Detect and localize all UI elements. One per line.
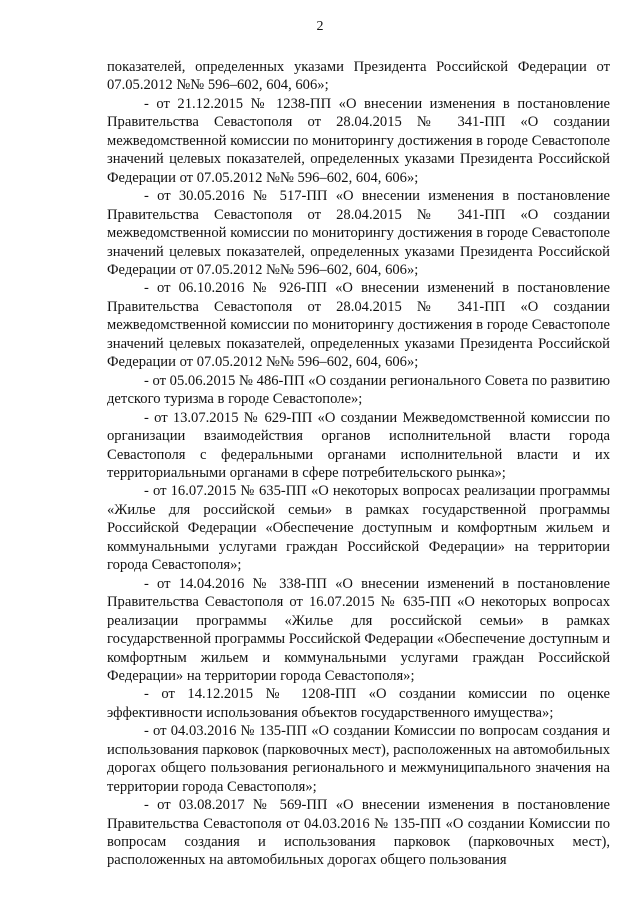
paragraph-item-569-pp: - от 03.08.2017 № 569-ПП «О внесении изменения в постановление Правительства Севастополя от 04.03.2016 № 135-ПП «О создании Комиссии по вопросам создания и использования парковок (парковочных мест), расположенных на автомобильных дорогах общего пользования xyxy=(107,797,610,869)
paragraph-item-517-pp: - от 30.05.2016 № 517-ПП «О внесении изменения в постановление Правительства Севастополя от 28.04.2015 № 341-ПП «О создании межведомственной комиссии по мониторингу достижения в городе Севастополе значений целевых показателей, определенных указами Президента Российской Федерации от 07.05.2012 №№ 596–602, 604, 606»; xyxy=(107,188,610,278)
paragraph-item-629-pp: - от 13.07.2015 № 629-ПП «О создании Межведомственной комиссии по организации взаимодействия органов исполнительной власти города Севастополя с федеральными органами исполнительной власти и их территориальными органами в сфере потребительского рынка»; xyxy=(107,409,610,481)
paragraph-item-1208-pp: - от 14.12.2015 № 1208-ПП «О создании комиссии по оценке эффективности использования объектов государственного имущества»; xyxy=(107,686,610,721)
paragraph-item-926-pp: - от 06.10.2016 № 926-ПП «О внесении изменений в постановление Правительства Севастополя от 28.04.2015 № 341-ПП «О создании межведомственной комиссии по мониторингу достижения в городе Севастополе значений целевых показателей, определенных указами Президента Российской Федерации от 07.05.2012 №№ 596–602, 604, 606»; xyxy=(107,280,610,371)
page-number: 2 xyxy=(316,19,324,34)
paragraph-item-1238-pp: - от 21.12.2015 № 1238-ПП «О внесении изменения в постановление Правительства Севастополя от 28.04.2015 № 341-ПП «О создании межведомственной комиссии по мониторингу достижения в городе Севастополе значений целевых показателей, определенных указами Президента Российской Федерации от 07.05.2012 №№ 596–602, 604, 606»; xyxy=(107,95,610,186)
paragraph-continuation: показателей, определенных указами Президента Российской Федерации от 07.05.2012 №№ 596–602, 604, 606»; xyxy=(107,59,610,94)
paragraph-item-135-pp: - от 04.03.2016 № 135-ПП «О создании Комиссии по вопросам создания и использования парковок (парковочных мест), расположенных на автомобильных дорогах общего пользования регионального и межмуниципального значения на территории города Севастополя»; xyxy=(107,723,610,795)
paragraph-item-635-pp: - от 16.07.2015 № 635-ПП «О некоторых вопросах реализации программы «Жилье для российской семьи» в рамках государственной программы Российской Федерации «Обеспечение доступным и комфортным жильем и коммунальными услугами граждан Российской Федерации» на территории города Севастополя»; xyxy=(107,483,610,574)
document-body xyxy=(107,58,610,870)
paragraph-item-486-pp: - от 05.06.2015 № 486-ПП «О создании регионального Совета по развитию детского туризма в городе Севастополе»; xyxy=(107,372,610,408)
paragraph-item-338-pp: - от 14.04.2016 № 338-ПП «О внесении изменений в постановление Правительства Севастополя от 16.07.2015 № 635-ПП «О некоторых вопросах реализации программы «Жилье для российской семьи» в рамках государственной программы Российской Федерации «Обеспечение доступным и комфортным жильем и коммунальными услугами граждан Российской Федерации» на территории города Севастополя»; xyxy=(107,575,610,684)
